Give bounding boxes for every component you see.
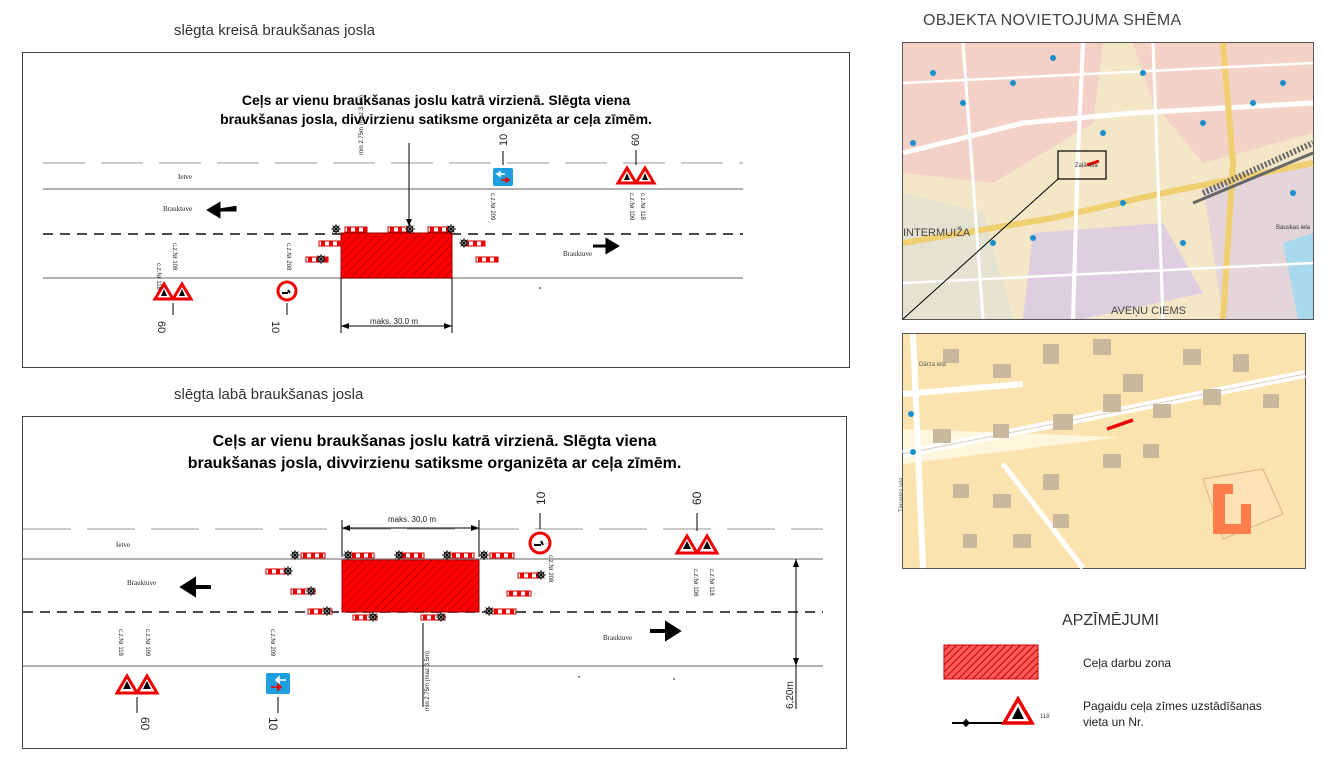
- bottom-dimension-label: maks. 30,0 m: [388, 515, 437, 524]
- top-distance: 10: [269, 321, 281, 334]
- top-scheme-title: Ceļs ar vienu braukšanas joslu katrā virzienā. Slēgta viena braukšanas josla, divvirzienu satiksme organizēta ar ceļa zīmēm.: [220, 92, 652, 127]
- top-road-diagram: [23, 53, 849, 367]
- street-label: Tērvetes iela: [899, 477, 905, 512]
- bottom-road-label-right: Brauktuve: [603, 634, 633, 642]
- legend-sign-number: 118: [1040, 714, 1050, 720]
- legend-work-zone-swatch: [943, 644, 1039, 680]
- top-distance: 60: [155, 321, 167, 334]
- street-label: Dārza iela: [919, 362, 947, 368]
- map-label: INTERMUIŽA: [903, 227, 971, 239]
- bottom-distance: 10: [534, 491, 548, 505]
- top-clearance-label: min 2.75m (maz 3.5m): [359, 94, 365, 155]
- bottom-scheme-title: Ceļs ar vienu braukšanas joslu katrā virzienā. Slēgta viena braukšanas josla, divvirzienu satiksme organizēta ar ceļa zīmēm.: [187, 433, 682, 472]
- work-zone: [342, 560, 479, 612]
- top-sign-label: c.z.Nr 208: [285, 243, 291, 271]
- bottom-sign-label: c.z.Nr 208: [547, 555, 553, 583]
- bottom-sign-label: c.z.Nr 118: [708, 569, 714, 596]
- bottom-width-label: 6,20m: [785, 681, 796, 709]
- map-label: AVEŅU CIEMS: [1111, 305, 1186, 317]
- top-distance: 60: [630, 133, 642, 146]
- bottom-scheme-panel: [22, 416, 847, 749]
- top-sidewalk-label: Ietve: [178, 173, 192, 181]
- bottom-distance: 60: [690, 491, 704, 505]
- top-panel-caption: slēgta kreisā braukšanas josla: [174, 22, 375, 39]
- top-dimension-label: maks. 30.0 m: [370, 317, 419, 326]
- top-sign-label: c.z.Nr 209: [489, 193, 495, 221]
- no-overtaking-sign: [278, 282, 296, 300]
- legend-title: APZĪMĒJUMI: [1062, 612, 1159, 629]
- priority-info-sign: [493, 168, 513, 186]
- top-distance: 10: [498, 133, 510, 146]
- bottom-sign-label: c.z.Nr 118: [117, 629, 123, 656]
- top-sign-label: c.z.Nr 118: [639, 193, 645, 220]
- top-sign-label: c.z.Nr 118: [155, 263, 161, 290]
- no-overtaking-sign: [530, 533, 550, 553]
- work-zone: [341, 233, 452, 278]
- top-sign-label: c.z.Nr 109: [628, 193, 634, 221]
- legend-work-zone-label: Ceļa darbu zona: [1083, 656, 1172, 670]
- bottom-panel-caption: slēgta labā braukšanas josla: [174, 386, 364, 403]
- top-sign-label: c.z.Nr 108: [171, 243, 177, 271]
- map-label: Zaļā iela: [1075, 163, 1098, 169]
- legend-sign-label: Pagaidu ceļa zīmes uzstādīšanas vieta un Nr.: [1083, 699, 1262, 730]
- detail-map: [899, 333, 1306, 569]
- bottom-distance: 10: [266, 717, 280, 731]
- map-label: Bauskas iela: [1276, 225, 1311, 231]
- top-road-label-right: Brauktuve: [563, 250, 593, 258]
- top-road-label-left: Brauktuve: [163, 205, 193, 213]
- top-scheme-panel: [22, 52, 850, 368]
- overview-map-graphic: [903, 43, 1313, 319]
- bottom-clearance-label: min 2.75m (maz 3.5m): [425, 650, 431, 711]
- bottom-sign-label: c.z.Nr 209: [269, 629, 275, 657]
- bottom-distance: 60: [138, 717, 152, 731]
- bottom-road-label-left: Brauktuve: [127, 579, 157, 587]
- legend-sign-icon: [952, 693, 1052, 733]
- map-title: OBJEKTA NOVIETOJUMA SHĒMA: [923, 12, 1182, 29]
- detail-map-graphic: [903, 334, 1305, 568]
- bottom-sign-label: c.z.Nr 109: [144, 629, 150, 657]
- bottom-sidewalk-label: Ietve: [116, 541, 130, 549]
- overview-map: [902, 42, 1314, 320]
- bottom-sign-label: c.z.Nr 108: [692, 569, 698, 597]
